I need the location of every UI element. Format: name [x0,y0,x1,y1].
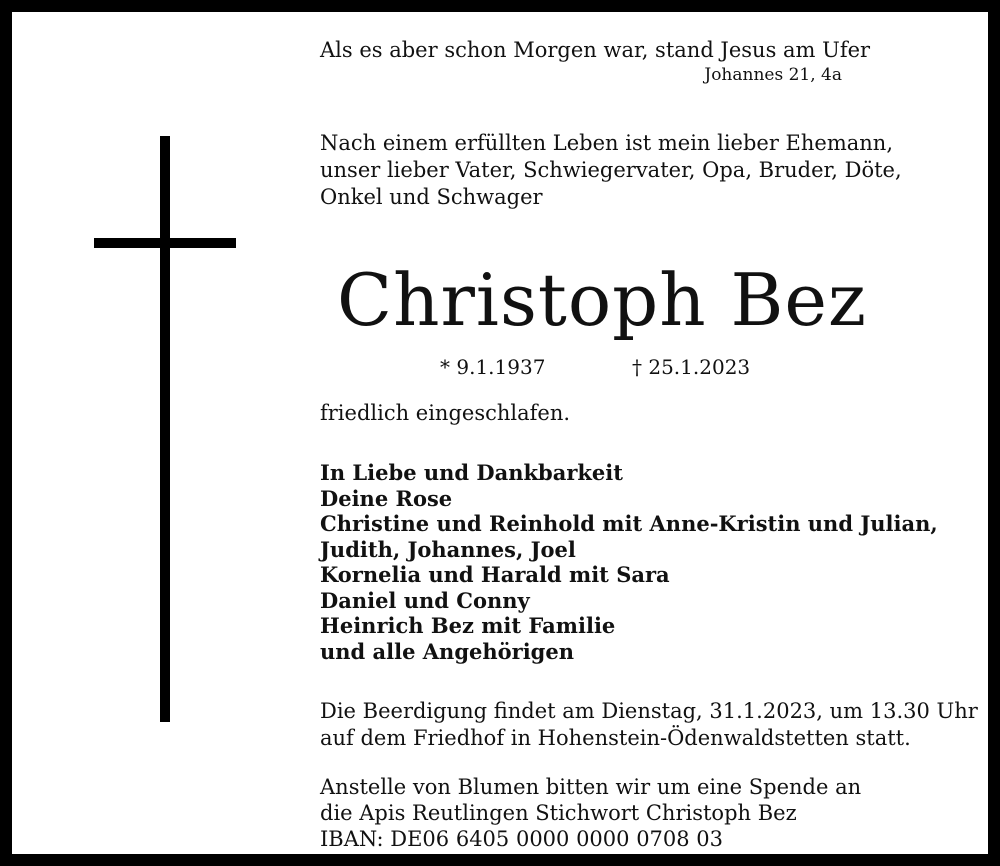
birth-date: * 9.1.1937 [440,355,546,379]
donation-line: die Apis Reutlingen Stichwort Christoph Bez [320,801,797,825]
funeral-info [320,698,978,752]
mourner-line: Heinrich Bez mit Familie [320,613,616,638]
mourner-line: In Liebe und Dankbarkeit [320,460,623,485]
intro-line: unser lieber Vater, Schwiegervater, Opa, Bruder, Döte, [320,158,902,182]
intro-line: Onkel und Schwager [320,185,543,209]
intro-line: Nach einem erfüllten Leben ist mein lieber Ehemann, [320,131,893,155]
mourners-list [320,460,938,664]
cross-icon [160,136,170,722]
intro-text [320,130,902,211]
cross-icon-crossbar [94,238,236,248]
mourner-line: und alle Angehörigen [320,638,574,664]
mourner-line: Deine Rose [320,485,453,511]
bible-verse-reference: Johannes 21, 4a [704,65,842,85]
bible-verse: Als es aber schon Morgen war, stand Jesus am Ufer [320,38,871,62]
donation-info [320,774,861,852]
iban-line: IBAN: DE06 6405 0000 0000 0708 03 [320,827,724,851]
funeral-line: auf dem Friedhof in Hohenstein-Ödenwaldstetten statt. [320,726,911,750]
closing-text: friedlich eingeschlafen. [320,401,571,425]
mourner-line: Kornelia und Harald mit Sara [320,562,670,587]
funeral-line: Die Beerdigung findet am Dienstag, 31.1.2023, um 13.30 Uhr [320,699,978,723]
death-date: † 25.1.2023 [632,355,751,379]
mourner-line: Christine und Reinhold mit Anne-Kristin und Julian, [320,511,938,536]
donation-line: Anstelle von Blumen bitten wir um eine Spende an [320,775,862,799]
deceased-name: Christoph Bez [337,258,867,342]
mourner-line: Judith, Johannes, Joel [320,536,576,562]
mourner-line: Daniel und Conny [320,587,530,613]
